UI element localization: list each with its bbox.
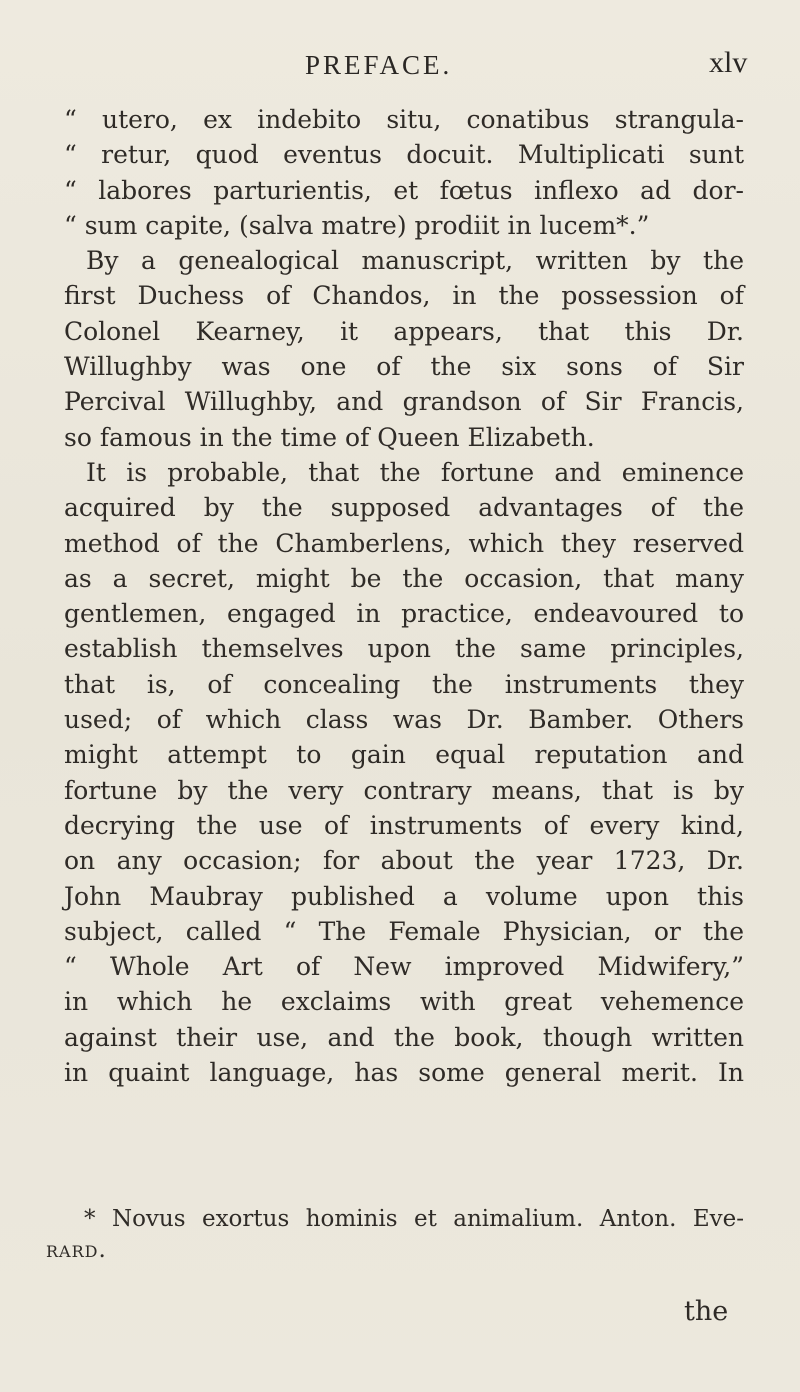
running-head bbox=[0, 22, 800, 80]
page-number: xlv bbox=[709, 46, 748, 79]
text-line: John Maubray published a volume upon this bbox=[64, 881, 744, 911]
text-line: against their use, and the book, though written bbox=[64, 1022, 744, 1052]
footnote bbox=[46, 1204, 744, 1266]
text-line: “ sum capite, (salva matre) prodiit in lucem*.” bbox=[64, 210, 650, 240]
text-line: as a secret, might be the occasion, that many bbox=[64, 563, 744, 593]
text-line: acquired by the supposed advantages of the bbox=[64, 493, 744, 523]
text-line: “ utero, ex indebito situ, conatibus strangula- bbox=[64, 105, 744, 134]
text-line: first Duchess of Chandos, in the possession of bbox=[64, 281, 744, 311]
text-line: in quaint language, has some general merit. In bbox=[64, 1058, 744, 1088]
text-line: By a genealogical manuscript, written by the bbox=[86, 246, 744, 276]
footnote-line: * Novus exortus hominis et animalium. Anton. Eve- bbox=[84, 1206, 744, 1232]
text-line: gentlemen, engaged in practice, endeavoured to bbox=[64, 599, 744, 629]
text-line: used; of which class was Dr. Bamber. Others bbox=[64, 705, 744, 735]
text-line: establish themselves upon the same principles, bbox=[64, 634, 744, 664]
text-line: Willughby was one of the six sons of Sir bbox=[64, 352, 744, 382]
text-line: “ Whole Art of New improved Midwifery,” bbox=[64, 952, 744, 982]
running-head-title: PREFACE. bbox=[305, 50, 453, 80]
text-line: Percival Willughby, and grandson of Sir Francis, bbox=[64, 387, 744, 417]
text-line: fortune by the very contrary means, that is by bbox=[64, 775, 744, 805]
text-line: so famous in the time of Queen Elizabeth. bbox=[64, 422, 595, 452]
text-line: might attempt to gain equal reputation and bbox=[64, 740, 744, 770]
text-line: “ labores parturientis, et fœtus inflexo ad dor- bbox=[64, 175, 744, 205]
text-line: on any occasion; for about the year 1723, Dr. bbox=[64, 846, 744, 876]
text-line: It is probable, that the fortune and eminence bbox=[86, 457, 744, 487]
text-line: decrying the use of instruments of every kind, bbox=[64, 810, 744, 840]
catchword: the bbox=[684, 1296, 729, 1327]
body-text bbox=[64, 102, 744, 1090]
text-line: that is, of concealing the instruments they bbox=[64, 669, 744, 699]
footnote-line: rard. bbox=[46, 1237, 107, 1263]
text-line: method of the Chamberlens, which they reserved bbox=[64, 528, 744, 558]
text-line: subject, called “ The Female Physician, or the bbox=[64, 916, 744, 946]
text-line: “ retur, quod eventus docuit. Multiplicati sunt bbox=[64, 140, 744, 170]
text-line: in which he exclaims with great vehemence bbox=[64, 987, 744, 1017]
text-line: Colonel Kearney, it appears, that this Dr. bbox=[64, 316, 744, 346]
